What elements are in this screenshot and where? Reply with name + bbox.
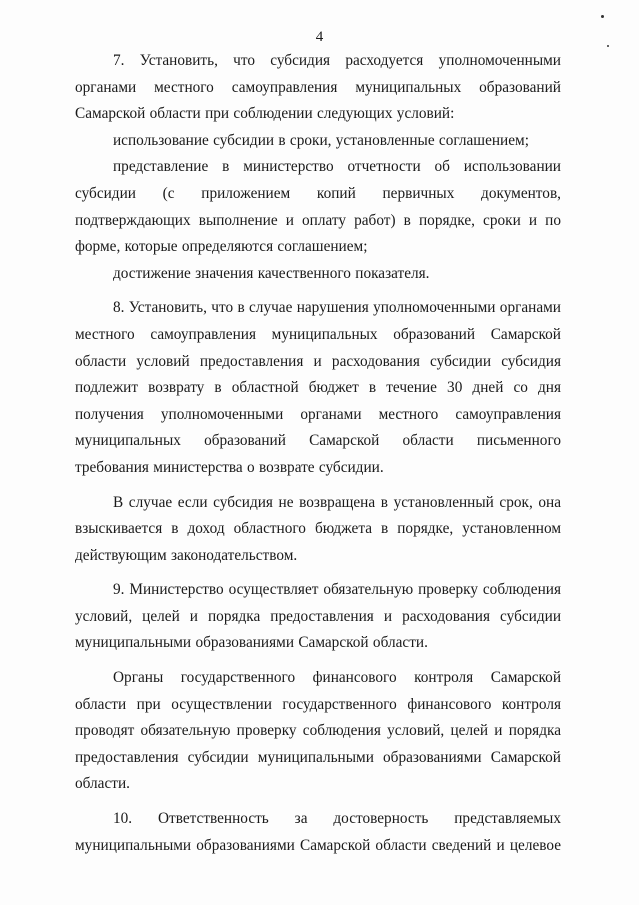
paragraph-9-inspection: 9. Министерство осуществляет обязательную проверку соблюдения условий, целей и порядка предоставления и расходования субсидии муниципальными образованиями Самарской области. [75,581,561,652]
paragraph-9-financial-control: Органы государственного финансового контроля Самарской области при осуществлении государственного финансового контроля проводят обязательную проверку соблюдения условий, целей и порядка предоставления субсидии муниципальными образованиями Самарской области. [75,669,561,793]
page-number: 4 [315,29,324,45]
document-body [75,48,561,859]
scan-speck-mark [601,15,604,18]
paragraph-condition-indicator: достижение значения качественного показателя. [113,264,430,282]
paragraph-10-responsibility: 10. Ответственность за достоверность представляемых муниципальными образованиями Самарской области сведений и целевое [75,810,561,854]
paragraph-8-recovery: В случае если субсидия не возвращена в установленный срок, она взыскивается в доход областного бюджета в порядке, установленном действующим законодательством. [75,493,561,564]
paragraph-condition-terms: использование субсидии в сроки, установленные соглашением; [113,131,529,149]
paragraph-8-refund: 8. Установить, что в случае нарушения уполномоченными органами местного самоуправления муниципальных образований Самарской области условий предоставления и расходования субсидии субсидия подлежит возврату в областной бюджет в течение 30 дней со дня получения уполномоченными органами местного самоуправления муниципальных образований Самарской области письменного требования министерства о возврате субсидии. [75,299,561,476]
paragraph-7-intro: 7. Установить, что субсидия расходуется уполномоченными органами местного самоуправления муниципальных образований Самарской области при соблюдении следующих условий: [75,52,561,123]
paragraph-condition-reporting: представление в министерство отчетности об использовании субсидии (с приложением копий первичных документов, подтверждающих выполнение и оплату работ) в порядке, сроки и по форме, которые определяются соглашением; [75,158,561,256]
